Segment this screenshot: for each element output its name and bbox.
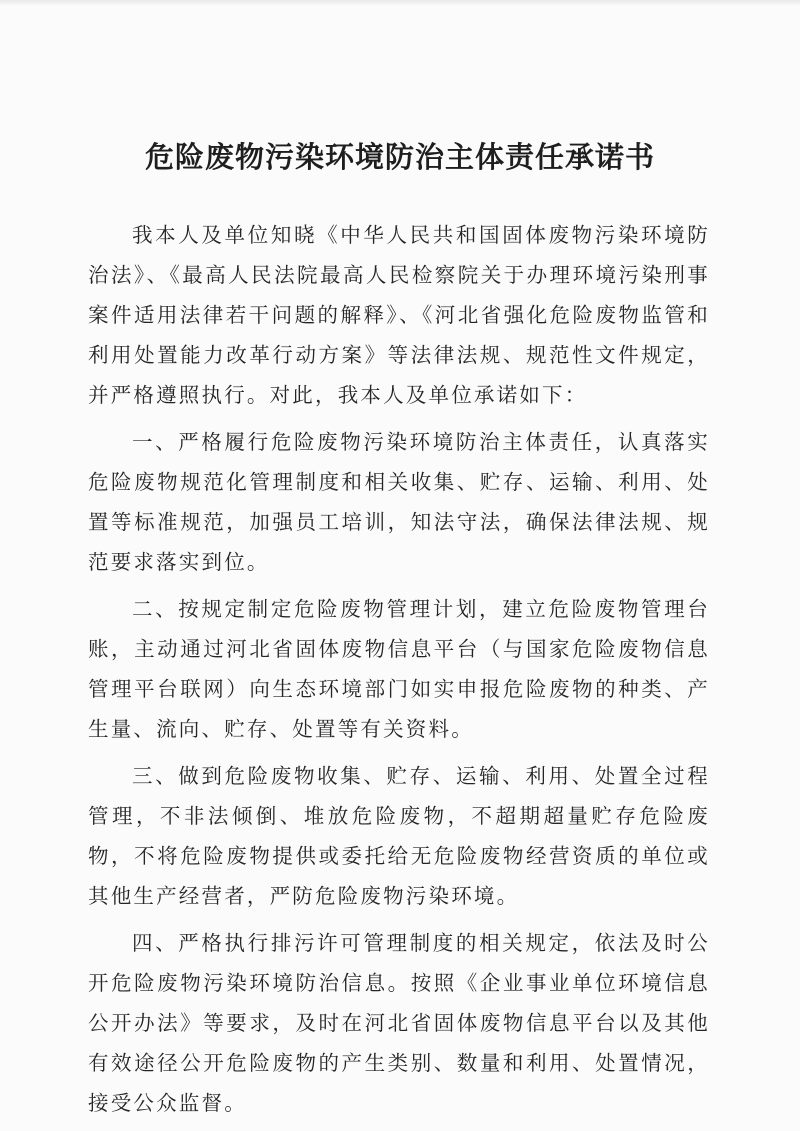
paragraph-intro: 我本人及单位知晓《中华人民共和国固体废物污染环境防治法》、《最高人民法院最高人民检察院关于办理环境污染刑事案件适用法律若干问题的解释》、《河北省强化危险废物监管和利用处置能力改革行动方案》等法律法规、规范性文件规定，并严格遵照执行。对此，我本人及单位承诺如下：: [88, 223, 710, 407]
document-body: [88, 215, 710, 1130]
paragraph-commitment-1: 一、严格履行危险废物污染环境防治主体责任，认真落实危险废物规范化管理制度和相关收集、贮存、运输、利用、处置等标准规范，加强员工培训，知法守法，确保法律法规、规范要求落实到位。: [88, 430, 710, 574]
paragraph-commitment-2: 二、按规定制定危险废物管理计划，建立危险废物管理台账，主动通过河北省固体废物信息平台（与国家危险废物信息管理平台联网）向生态环境部门如实申报危险废物的种类、产生量、流向、贮存、处置等有关资料。: [88, 597, 710, 741]
paragraph-commitment-3: 三、做到危险废物收集、贮存、运输、利用、处置全过程管理，不非法倾倒、堆放危险废物，不超期超量贮存危险废物，不将危险废物提供或委托给无危险废物经营资质的单位或其他生产经营者，严防危险废物污染环境。: [88, 764, 710, 908]
page-title: 危险废物污染环境防治主体责任承诺书: [144, 140, 655, 174]
scan-edge: [0, 0, 800, 6]
paragraph-commitment-4: 四、严格执行排污许可管理制度的相关规定，依法及时公开危险废物污染环境防治信息。按照《企业事业单位环境信息公开办法》等要求，及时在河北省固体废物信息平台以及其他有效途径公开危险废物的产生类别、数量和利用、处置情况，接受公众监督。: [88, 931, 710, 1115]
